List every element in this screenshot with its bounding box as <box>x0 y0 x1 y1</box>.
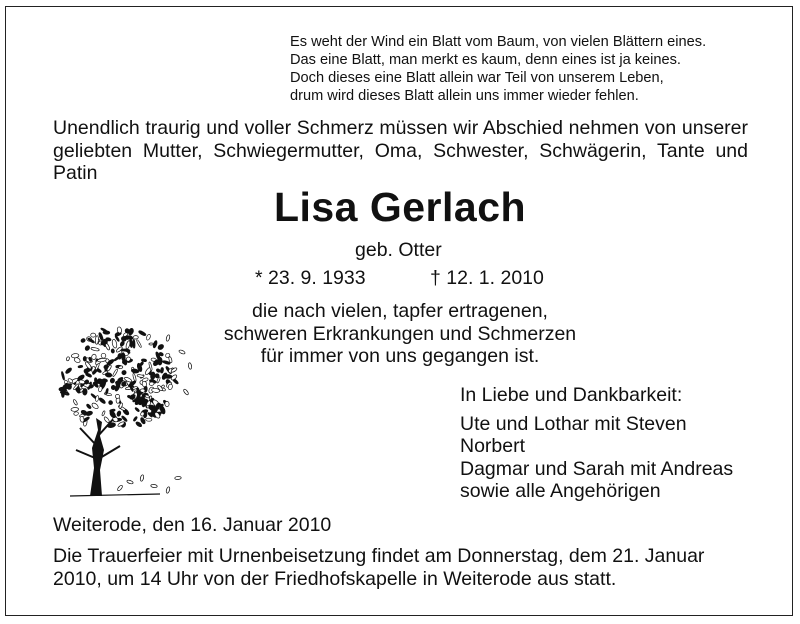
funeral-service-text: Die Trauerfeier mit Urnenbeisetzung findet am Donnerstag, dem 21. Januar 2010, um 14 Uhr von der Friedhofskapelle in Weiterode aus statt. <box>53 545 705 590</box>
place-date: Weiterode, den 16. Januar 2010 <box>53 514 332 536</box>
passing-line: für immer von uns gegangen ist. <box>260 345 540 367</box>
mourner-entry: Ute und Lothar mit Steven <box>460 412 687 435</box>
mourner-entry: sowie alle Angehörigen <box>460 480 661 502</box>
tree-canopy <box>59 327 192 494</box>
mourner-entry: Dagmar und Sarah mit Andreas <box>460 457 734 480</box>
poem-line: Doch dieses eine Blatt allein war Teil von unserem Leben, <box>290 70 664 86</box>
poem-line: Das eine Blatt, man merkt es kaum, denn eines ist ja keines. <box>290 52 681 68</box>
passing-line: die nach vielen, tapfer ertragenen, <box>252 300 548 322</box>
poem-line: drum wird dieses Blatt allein uns immer wieder fehlen. <box>290 88 639 104</box>
birth-date: * 23. 9. 1933 <box>255 267 366 289</box>
mourner-entry: Norbert <box>460 435 526 457</box>
passing-line: schweren Erkrankungen und Schmerzen <box>223 322 577 345</box>
deceased-name: Lisa Gerlach <box>273 184 527 230</box>
intro-text: Unendlich traurig und voller Schmerz müssen wir Abschied nehmen von unserer geliebten Mutter, Schwiegermutter, Oma, Schwester, Schwägerin, Tante und Patin <box>53 117 748 184</box>
mourners <box>460 384 733 503</box>
poem-line: Es weht der Wind ein Blatt vom Baum, von vielen Blättern eines. <box>290 34 707 50</box>
windblown-tree-icon <box>50 318 200 498</box>
birth-name: geb. Otter <box>355 239 442 261</box>
death-date: † 12. 1. 2010 <box>430 267 544 289</box>
poem <box>290 33 760 105</box>
mourners-heading: In Liebe und Dankbarkeit: <box>460 384 683 406</box>
